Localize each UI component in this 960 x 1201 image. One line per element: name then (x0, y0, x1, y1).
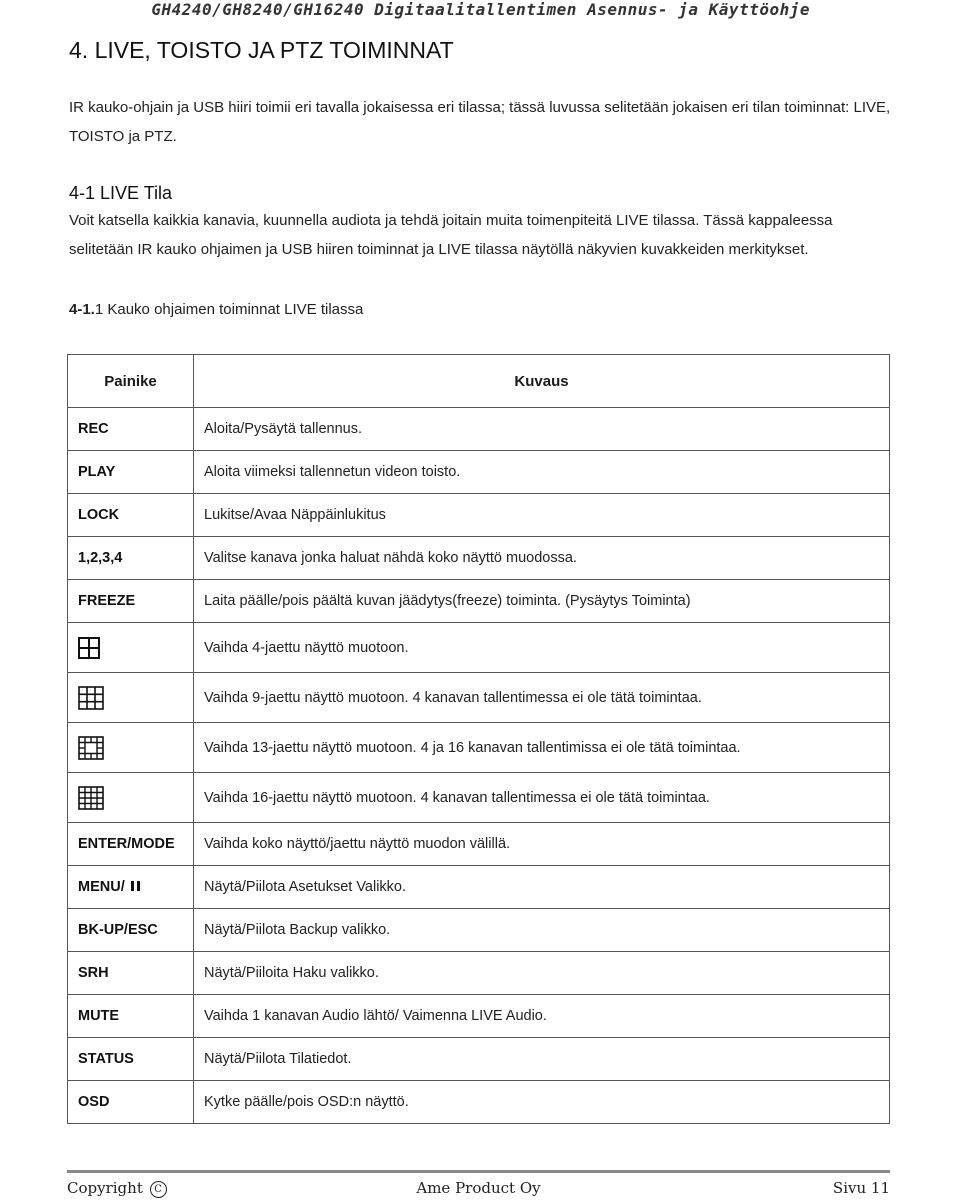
table-row (68, 952, 890, 995)
row-desc: Näytä/Piiloita Haku valikko. (194, 952, 890, 995)
row-key: SRH (68, 952, 194, 995)
row-desc: Vaihda 16-jaettu näyttö muotoon. 4 kanavan tallentimessa ei ole tätä toimintaa. (194, 773, 890, 823)
row-key: PLAY (68, 451, 194, 494)
row-key (68, 866, 194, 909)
row-key: REC (68, 408, 194, 451)
table-row (68, 580, 890, 623)
row-key: LOCK (68, 494, 194, 537)
row-desc: Vaihda 4-jaettu näyttö muotoon. (194, 623, 890, 673)
table-row (68, 451, 890, 494)
subsection-text: Kauko ohjaimen toiminnat LIVE tilassa (103, 301, 364, 318)
sixteen-split-icon (78, 786, 104, 810)
chapter-title: 4. LIVE, TOISTO JA PTZ TOIMINNAT (69, 37, 454, 63)
running-header: GH4240/GH8240/GH16240 Digitaalitallentimen Asennus- ja Käyttöohje (151, 0, 810, 19)
table-row (68, 1038, 890, 1081)
subsection-number: 4-1. (69, 301, 95, 318)
row-desc: Valitse kanava jonka haluat nähdä koko näyttö muodossa. (194, 537, 890, 580)
row-key: 1,2,3,4 (68, 537, 194, 580)
row-desc: Näytä/Piilota Backup valikko. (194, 909, 890, 952)
row-key (68, 673, 194, 723)
section-paragraph: Voit katsella kaikkia kanavia, kuunnella audiota ja tehdä joitain muita toimenpiteitä LIVE tilassa. Tässä kappaleessa selitetään IR kauko ohjaimen ja USB hiiren toiminnat ja LIVE tilassa näytöllä näkyvien kuvakkeiden merkitykset. (69, 212, 833, 258)
thirteen-split-icon (78, 736, 104, 760)
table-row (68, 995, 890, 1038)
row-desc: Aloita/Pysäytä tallennus. (194, 408, 890, 451)
row-key: FREEZE (68, 580, 194, 623)
table-row (68, 494, 890, 537)
table-row (68, 823, 890, 866)
row-desc: Laita päälle/pois päältä kuvan jäädytys(freeze) toiminta. (Pysäytys Toiminta) (194, 580, 890, 623)
copyright-text: Copyright (67, 1179, 143, 1197)
row-key (68, 723, 194, 773)
section-title: 4-1 LIVE Tila (69, 183, 173, 203)
row-desc: Vaihda 13-jaettu näyttö muotoon. 4 ja 16 kanavan tallentimissa ei ole tätä toimintaa. (194, 723, 890, 773)
page-footer (67, 1179, 890, 1201)
row-key: MUTE (68, 995, 194, 1038)
copyright-icon: C (150, 1181, 167, 1198)
row-key: BK-UP/ESC (68, 909, 194, 952)
table-row (68, 773, 890, 823)
intro-paragraph: IR kauko-ohjain ja USB hiiri toimii eri tavalla jokaisessa eri tilassa; tässä luvussa selitetään jokaisen eri tilan toiminnat: LIVE, TOISTO ja PTZ. (69, 99, 891, 145)
table-row (68, 723, 890, 773)
footer-rule (67, 1170, 890, 1173)
button-function-table (67, 354, 890, 1124)
menu-key-label: MENU/ (78, 878, 125, 895)
quad-split-icon (78, 637, 100, 659)
row-desc: Vaihda koko näyttö/jaettu näyttö muodon välillä. (194, 823, 890, 866)
footer-page-number: Sivu 11 (832, 1179, 890, 1197)
row-key: STATUS (68, 1038, 194, 1081)
subsection-title (69, 301, 363, 318)
subsection-number-rest: 1 (94, 301, 104, 318)
footer-company: Ame Product Oy (416, 1179, 541, 1197)
row-desc: Näytä/Piilota Tilatiedot. (194, 1038, 890, 1081)
header-desc: Kuvaus (194, 355, 890, 408)
nine-split-icon (78, 686, 104, 710)
row-key: OSD (68, 1081, 194, 1124)
row-desc: Kytke päälle/pois OSD:n näyttö. (194, 1081, 890, 1124)
row-key (68, 773, 194, 823)
table-header-row (68, 355, 890, 408)
row-key (68, 623, 194, 673)
row-desc: Vaihda 9-jaettu näyttö muotoon. 4 kanavan tallentimessa ei ole tätä toimintaa. (194, 673, 890, 723)
row-desc: Aloita viimeksi tallennetun videon toisto. (194, 451, 890, 494)
table-row (68, 537, 890, 580)
row-key: ENTER/MODE (68, 823, 194, 866)
table-row (68, 408, 890, 451)
table-row (68, 673, 890, 723)
header-key: Painike (68, 355, 194, 408)
table-row (68, 909, 890, 952)
table-row (68, 866, 890, 909)
row-desc: Lukitse/Avaa Näppäinlukitus (194, 494, 890, 537)
row-desc: Näytä/Piilota Asetukset Valikko. (194, 866, 890, 909)
pause-icon (131, 879, 143, 895)
table-row (68, 1081, 890, 1124)
table-row (68, 623, 890, 673)
row-desc: Vaihda 1 kanavan Audio lähtö/ Vaimenna LIVE Audio. (194, 995, 890, 1038)
